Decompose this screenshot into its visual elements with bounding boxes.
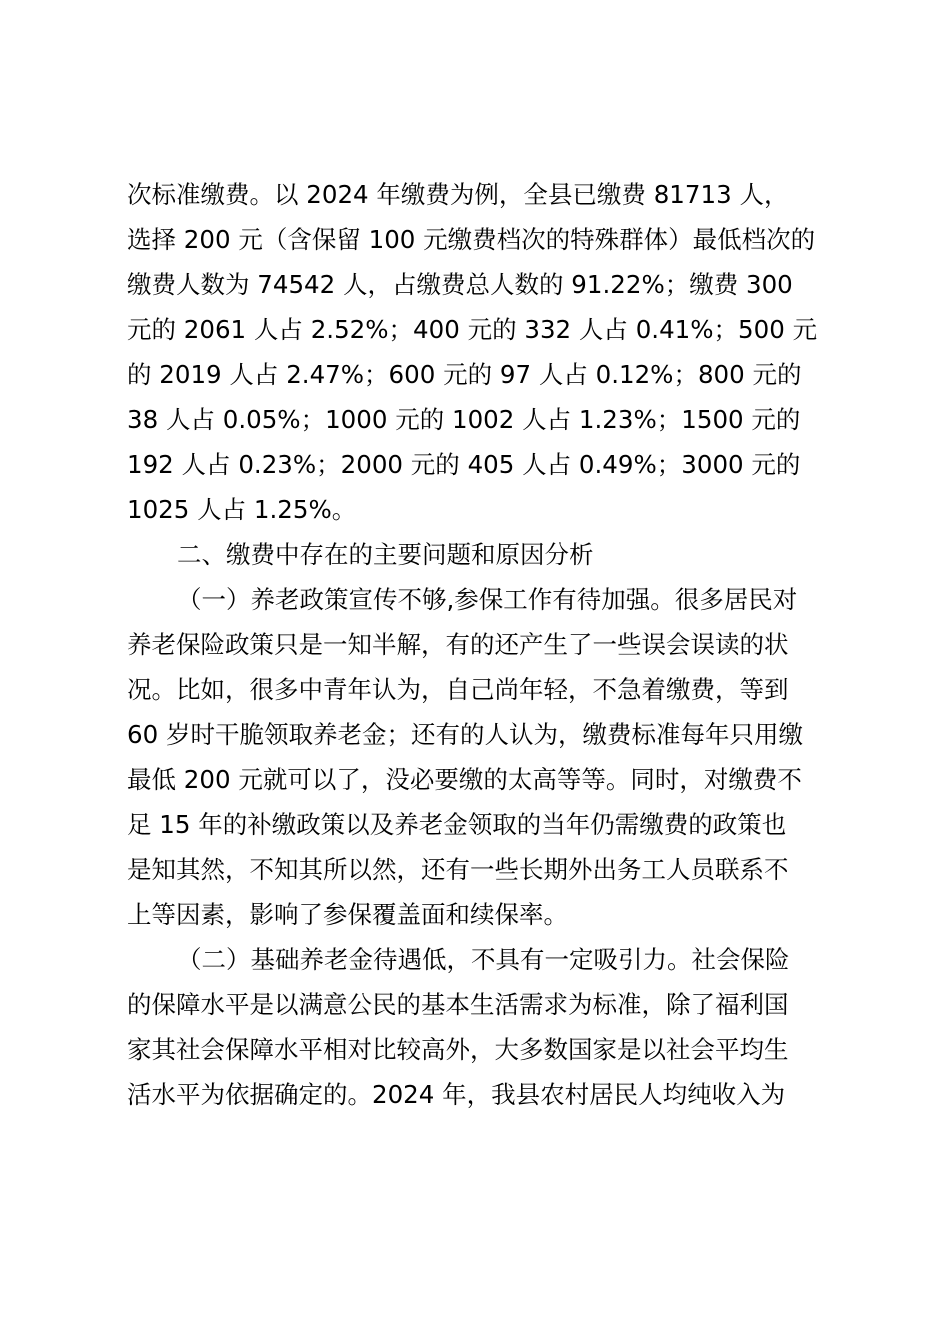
text-line: 缴费人数为 74542 人，占缴费总人数的 91.22%；缴费 300 xyxy=(127,270,793,299)
text-line: 60 岁时干脆领取养老金；还有的人认为，缴费标准每年只用缴 xyxy=(127,720,803,749)
text-line: 最低 200 元就可以了，没必要缴的太高等等。同时，对缴费不 xyxy=(127,765,802,794)
text-line: 是知其然，不知其所以然，还有一些长期外出务工人员联系不 xyxy=(127,855,789,884)
text-line: 家其社会保障水平相对比较高外，大多数国家是以社会平均生 xyxy=(127,1035,789,1064)
text-line: （二）基础养老金待遇低，不具有一定吸引力。社会保险 xyxy=(177,945,790,974)
text-line: 1025 人占 1.25%。 xyxy=(127,495,357,524)
text-line: 二、缴费中存在的主要问题和原因分析 xyxy=(177,540,594,569)
text-line: 38 人占 0.05%；1000 元的 1002 人占 1.23%；1500 元的 xyxy=(127,405,801,434)
text-line: 的 2019 人占 2.47%；600 元的 97 人占 0.12%；800 元的 xyxy=(127,360,802,389)
text-line: 况。比如，很多中青年认为，自己尚年轻，不急着缴费，等到 xyxy=(127,675,789,704)
text-line: 选择 200 元（含保留 100 元缴费档次的特殊群体）最低档次的 xyxy=(127,225,816,254)
text-line: 活水平为依据确定的。2024 年，我县农村居民人均纯收入为 xyxy=(127,1080,786,1109)
text-line: 足 15 年的补缴政策以及养老金领取的当年仍需缴费的政策也 xyxy=(127,810,787,839)
text-line: 上等因素，影响了参保覆盖面和续保率。 xyxy=(127,900,568,929)
text-line: 192 人占 0.23%；2000 元的 405 人占 0.49%；3000 元的 xyxy=(127,450,801,479)
text-line: 元的 2061 人占 2.52%；400 元的 332 人占 0.41%；500 元 xyxy=(127,315,818,344)
text-line: 养老保险政策只是一知半解，有的还产生了一些误会误读的状 xyxy=(127,630,789,659)
text-line: 次标准缴费。以 2024 年缴费为例，全县已缴费 81713 人， xyxy=(127,180,789,209)
document-body xyxy=(127,172,837,1117)
text-line: 的保障水平是以满意公民的基本生活需求为标准，除了福利国 xyxy=(127,990,789,1019)
text-line: （一）养老政策宣传不够,参保工作有待加强。很多居民对 xyxy=(177,585,798,614)
